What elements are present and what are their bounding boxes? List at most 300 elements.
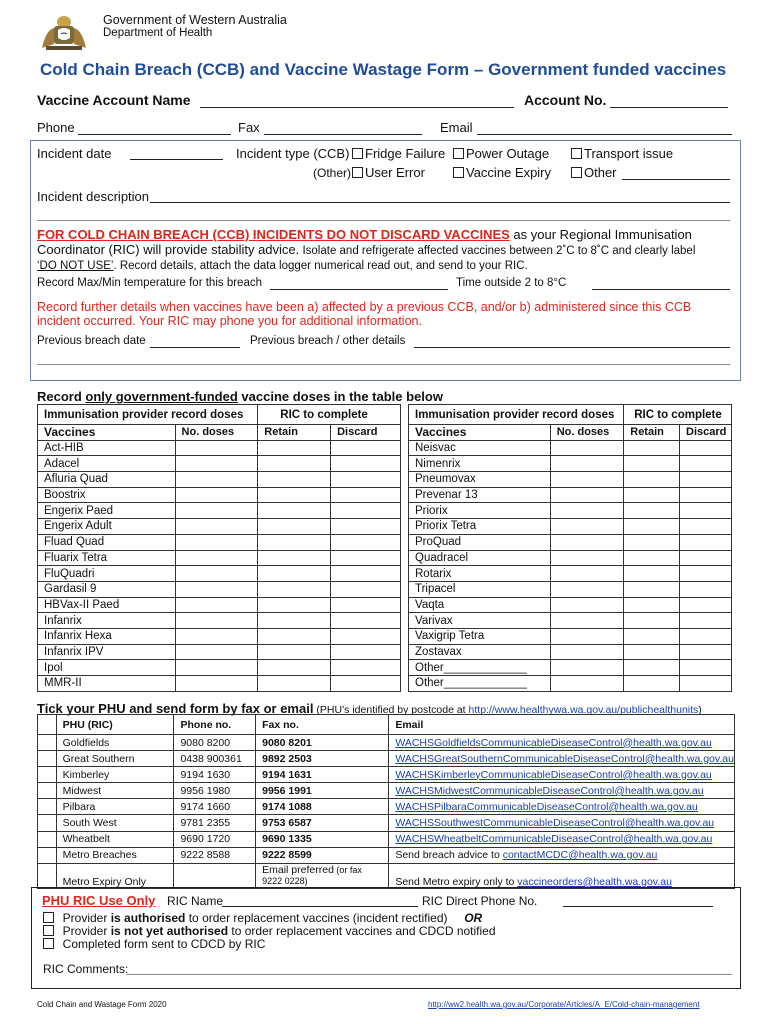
discard-cell[interactable] [680, 676, 732, 692]
phu-row [38, 783, 735, 799]
phu-email-link[interactable]: WACHSWheatbeltCommunicableDiseaseControl@health.wa.gov.au [395, 833, 713, 846]
phu-col-name: PHU (RIC) [56, 715, 174, 735]
doses-cell[interactable] [175, 644, 258, 660]
phu-phone: 0438 900361 [174, 751, 256, 767]
discard-cell[interactable] [680, 660, 732, 676]
transport-issue-option[interactable]: Transport issue [571, 146, 673, 161]
ric-phone-label: RIC Direct Phone No. [422, 894, 538, 908]
authorised-option[interactable]: Provider is authorised to order replacement vaccines (incident rectified) OR [43, 911, 482, 925]
email-prefix: Send breach advice to [395, 849, 503, 862]
retain-cell[interactable] [624, 566, 680, 582]
vaccine-name: Nimenrix [409, 456, 551, 472]
ric-phone-field[interactable] [563, 906, 713, 907]
retain-cell[interactable] [624, 628, 680, 644]
phu-header-row [38, 715, 735, 735]
sent-to-cdcd-checkbox[interactable] [43, 938, 54, 949]
incident-type-label: Incident type (CCB) [236, 146, 350, 161]
discard-cell[interactable] [331, 503, 401, 519]
ric-use-title: PHU RIC Use Only [42, 893, 156, 908]
phu-tick-cell[interactable] [38, 799, 57, 815]
discard-cell[interactable] [680, 581, 732, 597]
vaccine-row [409, 472, 732, 488]
previous-breach-details-label: Previous breach / other details [250, 335, 406, 347]
phu-tick-cell[interactable] [38, 767, 57, 783]
discard-cell[interactable] [331, 472, 401, 488]
vaccine-row [409, 487, 732, 503]
doses-cell[interactable] [550, 456, 624, 472]
doses-cell[interactable] [550, 519, 624, 535]
record-temp-field[interactable] [270, 289, 448, 290]
col-doses: No. doses [175, 425, 258, 441]
discard-cell[interactable] [331, 519, 401, 535]
vaccine-row [409, 550, 732, 566]
further-details-line1: Record further details when vaccines have been a) affected by a previous CCB, and/or b) administered since this CCB [37, 300, 692, 314]
phu-row [38, 735, 735, 751]
provider-header: Immunisation provider record doses [38, 405, 258, 425]
doses-cell[interactable] [175, 487, 258, 503]
phu-fax [256, 863, 389, 888]
vaccine-name: Priorix Tetra [409, 519, 551, 535]
col-retain: Retain [258, 425, 331, 441]
vaccine-row [38, 472, 401, 488]
other-checkbox[interactable] [571, 167, 582, 178]
doses-cell[interactable] [550, 440, 624, 456]
ric-comments-field[interactable] [126, 974, 732, 975]
discard-cell[interactable] [680, 487, 732, 503]
doses-cell[interactable] [550, 597, 624, 613]
incident-date-label: Incident date [37, 146, 112, 161]
not-authorised-option[interactable]: Provider is not yet authorised to order replacement vaccines and CDCD notified [43, 924, 496, 938]
phu-intro: Tick your PHU and send form by fax or email (PHU’s identified by postcode at http://www.healthywa.wa.gov.au/publichealthunits) [37, 701, 702, 716]
vaccine-row [38, 503, 401, 519]
form-title: Cold Chain Breach (CCB) and Vaccine Wastage Form – Government funded vaccines [40, 60, 727, 79]
discard-cell[interactable] [331, 550, 401, 566]
vaccine-row [409, 660, 732, 676]
ccb-notice-line1: FOR COLD CHAIN BREACH (CCB) INCIDENTS DO NOT DISCARD VACCINES as your Regional Immunisation [37, 227, 692, 242]
phu-col-fax: Fax no. [256, 715, 389, 735]
power-outage-option[interactable]: Power Outage [453, 146, 549, 161]
phu-name: Wheatbelt [56, 831, 174, 847]
col-retain-right: Retain [624, 425, 680, 441]
vaccine-row [409, 440, 732, 456]
retain-cell[interactable] [258, 613, 331, 629]
discard-cell[interactable] [331, 597, 401, 613]
doses-cell[interactable] [175, 613, 258, 629]
retain-cell[interactable] [624, 472, 680, 488]
metro-expiry-fax: 9222 0228) [262, 875, 308, 886]
doses-cell[interactable] [550, 566, 624, 582]
incident-date-field[interactable] [130, 159, 223, 160]
doses-cell[interactable] [550, 534, 624, 550]
discard-cell[interactable] [680, 566, 732, 582]
doses-cell[interactable] [175, 581, 258, 597]
phu-email [389, 863, 735, 888]
discard-cell[interactable] [680, 613, 732, 629]
phu-email-link[interactable]: vaccineorders@health.wa.gov.au [517, 875, 672, 888]
phu-email-link[interactable]: WACHSSouthwestCommunicableDiseaseControl@health.wa.gov.au [395, 817, 715, 830]
vaccine-row [409, 503, 732, 519]
discard-cell[interactable] [331, 440, 401, 456]
discard-cell[interactable] [680, 519, 732, 535]
vaccine-row [409, 581, 732, 597]
incident-description-field-2[interactable] [37, 220, 730, 221]
ccb-notice-line3: ‘DO NOT USE’. Record details, attach the data logger numerical read out, and send to your RIC. [37, 260, 528, 272]
phu-tick-cell[interactable] [38, 831, 57, 847]
retain-cell[interactable] [624, 440, 680, 456]
col-vaccines: Vaccines [38, 425, 176, 441]
phu-fax: 9222 8599 [256, 847, 389, 863]
department-name: Department of Health [103, 27, 213, 39]
vaccine-name: MMR-II [38, 676, 176, 692]
phu-email [389, 847, 735, 863]
time-outside-field[interactable] [592, 289, 730, 290]
phu-name: Goldfields [56, 735, 174, 751]
vaccine-name: Zostavax [409, 644, 551, 660]
phu-fax: 9080 8201 [256, 735, 389, 751]
ric-header: RIC to complete [258, 405, 401, 425]
email-preferred: Email preferred [262, 863, 334, 876]
phu-name: Kimberley [56, 767, 174, 783]
doses-cell[interactable] [175, 519, 258, 535]
phu-fax: 9174 1088 [256, 799, 389, 815]
transport-issue-checkbox[interactable] [571, 148, 582, 159]
vaccine-row [38, 628, 401, 644]
email-prefix: Send Metro expiry only to [395, 875, 518, 888]
doses-cell[interactable] [550, 472, 624, 488]
sent-to-cdcd-option[interactable]: Completed form sent to CDCD by RIC [43, 937, 265, 951]
retain-cell[interactable] [624, 581, 680, 597]
account-no-label: Account No. [524, 92, 607, 108]
other-field[interactable] [622, 179, 730, 180]
phone-label: Phone [37, 120, 75, 135]
other-type-label: (Other) [313, 166, 352, 180]
vaccine-name: Neisvac [409, 440, 551, 456]
phu-row [38, 815, 735, 831]
vaccine-name: FluQuadri [38, 566, 176, 582]
discard-cell[interactable] [331, 534, 401, 550]
previous-breach-date-field[interactable] [150, 347, 240, 348]
phu-fax: 9690 1335 [256, 831, 389, 847]
vaccine-expiry-option[interactable]: Vaccine Expiry [453, 165, 551, 180]
discard-cell[interactable] [680, 644, 732, 660]
power-outage-checkbox[interactable] [453, 148, 464, 159]
phu-email [389, 815, 735, 831]
retain-cell[interactable] [624, 644, 680, 660]
user-error-checkbox[interactable] [352, 167, 363, 178]
retain-cell[interactable] [258, 581, 331, 597]
col-discard: Discard [331, 425, 401, 441]
doses-cell[interactable] [175, 550, 258, 566]
doses-cell[interactable] [550, 487, 624, 503]
phu-email-link[interactable]: WACHSPilbaraCommunicableDiseaseControl@health.wa.gov.au [395, 800, 698, 813]
ric-name-label: RIC Name [167, 894, 224, 908]
vaccine-row [409, 597, 732, 613]
vaccine-name: Other_____________ [409, 676, 551, 692]
discard-cell[interactable] [331, 456, 401, 472]
discard-cell[interactable] [331, 644, 401, 660]
vaccine-name: Ipol [38, 660, 176, 676]
retain-cell[interactable] [624, 676, 680, 692]
vaccine-name: Engerix Paed [38, 503, 176, 519]
vaccine-row [38, 597, 401, 613]
footer-link[interactable]: http://ww2.health.wa.gov.au/Corporate/Articles/A_E/Cold-chain-management [428, 1000, 700, 1009]
retain-cell[interactable] [258, 534, 331, 550]
doses-cell[interactable] [550, 503, 624, 519]
retain-cell[interactable] [258, 566, 331, 582]
discard-cell[interactable] [680, 628, 732, 644]
further-details-line2: incident occurred. Your RIC may phone you for additional information. [37, 314, 422, 328]
vaccine-name: Vaqta [409, 597, 551, 613]
discard-cell[interactable] [680, 503, 732, 519]
retain-cell[interactable] [258, 550, 331, 566]
vaccine-name: Priorix [409, 503, 551, 519]
vaccine-row [409, 613, 732, 629]
vaccine-row [409, 519, 732, 535]
phu-tick-cell[interactable] [38, 751, 57, 767]
col-doses-right: No. doses [550, 425, 624, 441]
ccb-notice-line2: Coordinator (RIC) will provide stability advice. Isolate and refrigerate affected vaccines between 2˚C to 8˚C and clearly label [37, 242, 696, 257]
vaccine-row [38, 660, 401, 676]
doses-cell[interactable] [550, 676, 624, 692]
doses-cell[interactable] [550, 613, 624, 629]
phu-col-phone: Phone no. [174, 715, 256, 735]
phu-name: Great Southern [56, 751, 174, 767]
account-no-field[interactable] [610, 107, 728, 108]
discard-cell[interactable] [331, 628, 401, 644]
doses-cell[interactable] [550, 628, 624, 644]
vaccine-name: Infanrix Hexa [38, 628, 176, 644]
ric-name-field[interactable] [222, 906, 418, 907]
vaccine-row [409, 644, 732, 660]
fridge-failure-option[interactable]: Fridge Failure [352, 146, 445, 161]
phu-email-link[interactable]: WACHSMidwestCommunicableDiseaseControl@health.wa.gov.au [395, 784, 704, 797]
retain-cell[interactable] [258, 644, 331, 660]
retain-cell[interactable] [624, 456, 680, 472]
vaccine-name: Fluad Quad [38, 534, 176, 550]
retain-cell[interactable] [258, 440, 331, 456]
vaccine-row [38, 456, 401, 472]
vaccine-name: Afluria Quad [38, 472, 176, 488]
phu-email [389, 799, 735, 815]
vaccine-row [38, 519, 401, 535]
phu-fax: 9892 2503 [256, 751, 389, 767]
retain-cell[interactable] [258, 676, 331, 692]
retain-cell[interactable] [258, 503, 331, 519]
phu-email [389, 735, 735, 751]
discard-cell[interactable] [680, 472, 732, 488]
discard-cell[interactable] [680, 597, 732, 613]
phu-email-link[interactable]: WACHSKimberleyCommunicableDiseaseControl@health.wa.gov.au [395, 768, 712, 781]
phu-tick-cell[interactable] [38, 863, 57, 888]
vaccine-name: Fluarix Tetra [38, 550, 176, 566]
phone-field[interactable] [78, 134, 231, 135]
vaccine-table-intro: Record only government-funded vaccine doses in the table below [37, 389, 443, 404]
vaccine-name: Infanrix [38, 613, 176, 629]
phu-name: Metro Breaches [56, 847, 174, 863]
retain-cell[interactable] [258, 519, 331, 535]
doses-cell[interactable] [175, 597, 258, 613]
doses-cell[interactable] [550, 550, 624, 566]
retain-cell[interactable] [624, 503, 680, 519]
email-label: Email [440, 120, 473, 135]
previous-breach-details-field[interactable] [414, 347, 730, 348]
vaccine-name: Other_____________ [409, 660, 551, 676]
retain-cell[interactable] [624, 550, 680, 566]
doses-cell[interactable] [175, 660, 258, 676]
phu-phone: 9194 1630 [174, 767, 256, 783]
doses-cell[interactable] [175, 566, 258, 582]
doses-cell[interactable] [550, 660, 624, 676]
ric-comments-label: RIC Comments: [43, 962, 129, 976]
vaccine-name: Gardasil 9 [38, 581, 176, 597]
phu-email-link[interactable]: WACHSGoldfieldsCommunicableDiseaseControl@health.wa.gov.au [395, 736, 712, 749]
phu-fax: 9194 1631 [256, 767, 389, 783]
discard-cell[interactable] [331, 676, 401, 692]
phu-fax: 9956 1991 [256, 783, 389, 799]
phu-tick-cell[interactable] [38, 847, 57, 863]
vaccine-row [38, 581, 401, 597]
vaccine-account-name-field[interactable] [200, 107, 514, 108]
vaccine-row [38, 440, 401, 456]
retain-cell[interactable] [258, 628, 331, 644]
vaccine-row [409, 566, 732, 582]
phu-email-link[interactable]: WACHSGreatSouthernCommunicableDiseaseControl@health.wa.gov.au [395, 752, 734, 765]
phu-email-link[interactable]: contactMCDC@health.wa.gov.au [502, 849, 658, 862]
vaccine-name: Quadracel [409, 550, 551, 566]
phu-table [37, 714, 735, 889]
phu-phone [174, 863, 256, 888]
phu-name: Midwest [56, 783, 174, 799]
vaccine-table-right [408, 404, 732, 692]
phu-email [389, 783, 735, 799]
fax-field[interactable] [264, 134, 422, 135]
retain-cell[interactable] [258, 487, 331, 503]
authorised-checkbox[interactable] [43, 912, 54, 923]
doses-cell[interactable] [175, 503, 258, 519]
discard-cell[interactable] [680, 456, 732, 472]
retain-cell[interactable] [624, 597, 680, 613]
vaccine-name: Prevenar 13 [409, 487, 551, 503]
vaccine-name: Boostrix [38, 487, 176, 503]
user-error-option[interactable]: User Error [352, 165, 425, 180]
retain-cell[interactable] [624, 613, 680, 629]
fax-label: Fax [238, 120, 260, 135]
retain-cell[interactable] [258, 597, 331, 613]
vaccine-row [38, 487, 401, 503]
ric-header-right: RIC to complete [624, 405, 732, 425]
vaccine-name: Rotarix [409, 566, 551, 582]
doses-cell[interactable] [175, 440, 258, 456]
phu-lookup-link[interactable]: http://www.healthywa.wa.gov.au/publichealthunits [468, 704, 699, 716]
doses-cell[interactable] [175, 628, 258, 644]
record-temp-label: Record Max/Min temperature for this breach [37, 277, 262, 289]
retain-cell[interactable] [258, 472, 331, 488]
vaccine-account-name-label: Vaccine Account Name [37, 92, 191, 108]
phu-email [389, 831, 735, 847]
vaccine-name: Adacel [38, 456, 176, 472]
phu-fax: 9753 6587 [256, 815, 389, 831]
phu-row [38, 831, 735, 847]
vaccine-row [38, 644, 401, 660]
phu-tick-cell[interactable] [38, 783, 57, 799]
phu-tick-cell[interactable] [38, 735, 57, 751]
doses-cell[interactable] [175, 676, 258, 692]
time-outside-label: Time outside 2 to 8°C [456, 277, 567, 289]
vaccine-row [38, 613, 401, 629]
footer-form-name: Cold Chain and Wastage Form 2020 [37, 1000, 167, 1009]
incident-description-field[interactable] [150, 202, 730, 203]
retain-cell[interactable] [624, 660, 680, 676]
phu-phone: 9174 1660 [174, 799, 256, 815]
doses-cell[interactable] [550, 644, 624, 660]
phu-email [389, 751, 735, 767]
vaccine-row [409, 534, 732, 550]
retain-cell[interactable] [624, 534, 680, 550]
vaccine-name: ProQuad [409, 534, 551, 550]
discard-cell[interactable] [331, 487, 401, 503]
previous-breach-details-field-2[interactable] [37, 364, 730, 365]
vaccine-name: Pneumovax [409, 472, 551, 488]
retain-cell[interactable] [624, 487, 680, 503]
phu-phone: 9080 8200 [174, 735, 256, 751]
discard-cell[interactable] [680, 534, 732, 550]
phu-name: South West [56, 815, 174, 831]
provider-header-right: Immunisation provider record doses [409, 405, 624, 425]
retain-cell[interactable] [258, 660, 331, 676]
other-option[interactable]: Other [571, 165, 617, 180]
not-authorised-checkbox[interactable] [43, 925, 54, 936]
vaccine-name: Varivax [409, 613, 551, 629]
or-fax: (or fax [333, 864, 362, 875]
fridge-failure-checkbox[interactable] [352, 148, 363, 159]
phu-email [389, 767, 735, 783]
phu-row [38, 799, 735, 815]
org-name: Government of Western Australia [103, 13, 287, 27]
vaccine-row [409, 676, 732, 692]
phu-phone: 9956 1980 [174, 783, 256, 799]
vaccine-row [38, 566, 401, 582]
vaccine-row [38, 534, 401, 550]
discard-cell[interactable] [331, 613, 401, 629]
phu-phone: 9690 1720 [174, 831, 256, 847]
phu-name: Pilbara [56, 799, 174, 815]
col-discard-right: Discard [680, 425, 732, 441]
discard-cell[interactable] [331, 660, 401, 676]
discard-cell[interactable] [680, 550, 732, 566]
vaccine-row [38, 550, 401, 566]
doses-cell[interactable] [175, 472, 258, 488]
vaccine-name: Act-HIB [38, 440, 176, 456]
previous-breach-date-label: Previous breach date [37, 335, 146, 347]
doses-cell[interactable] [550, 581, 624, 597]
vaccine-row [38, 676, 401, 692]
discard-cell[interactable] [331, 566, 401, 582]
wa-crest-logo [36, 8, 92, 52]
doses-cell[interactable] [175, 456, 258, 472]
vaccine-expiry-checkbox[interactable] [453, 167, 464, 178]
phu-row [38, 767, 735, 783]
discard-cell[interactable] [331, 581, 401, 597]
phu-row-metro-expiry [38, 863, 735, 888]
phu-tick-cell[interactable] [38, 815, 57, 831]
vaccine-row [409, 628, 732, 644]
discard-cell[interactable] [680, 440, 732, 456]
retain-cell[interactable] [624, 519, 680, 535]
doses-cell[interactable] [175, 534, 258, 550]
retain-cell[interactable] [258, 456, 331, 472]
vaccine-table-left [37, 404, 401, 692]
email-field[interactable] [477, 134, 732, 135]
